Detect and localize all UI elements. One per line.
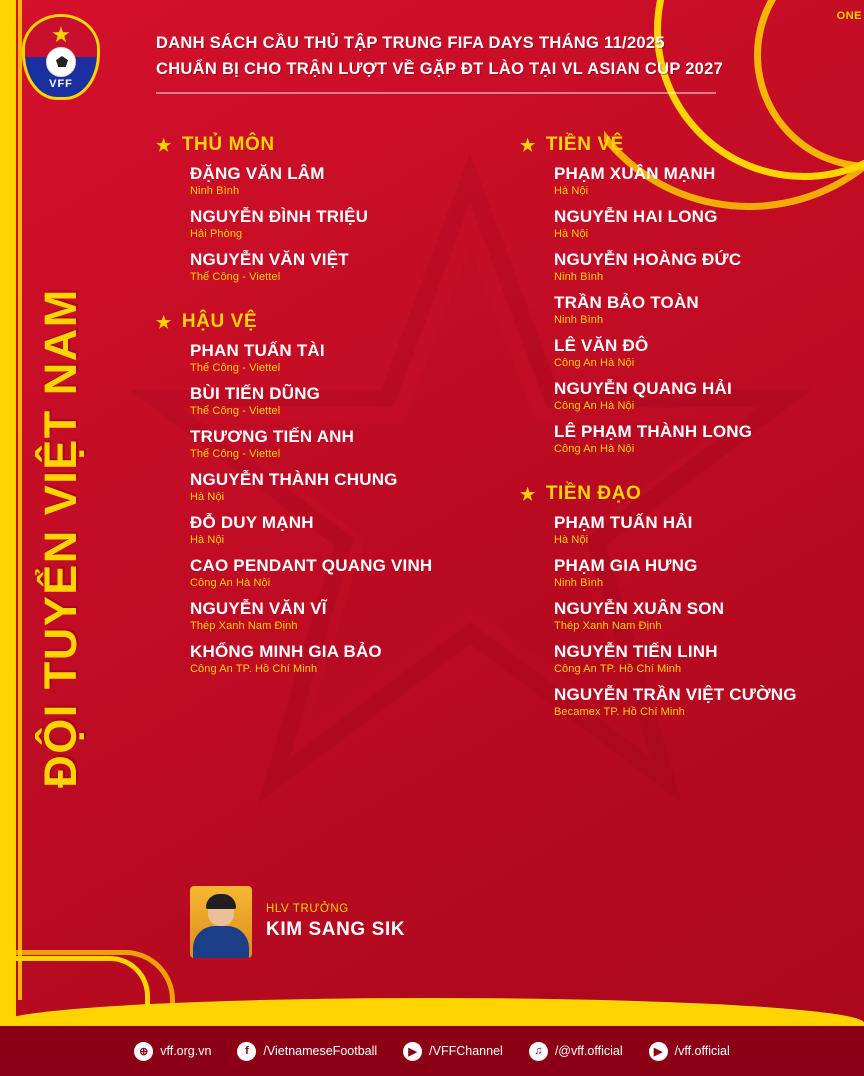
position-group-title bbox=[520, 134, 836, 156]
coach-block bbox=[190, 886, 405, 958]
player-club: Thể Công - Viettel bbox=[190, 271, 281, 283]
position-group bbox=[156, 311, 472, 677]
player-entry bbox=[156, 470, 472, 505]
column-right bbox=[520, 134, 836, 746]
player-name: NGUYỄN HOÀNG ĐỨC bbox=[554, 250, 742, 269]
player-entry bbox=[156, 513, 472, 548]
coach-name: KIM SANG SIK bbox=[266, 919, 406, 940]
footer-social-label: /VietnameseFootball bbox=[263, 1044, 378, 1058]
player-club: Hà Nội bbox=[190, 534, 225, 546]
player-name: ĐỖ DUY MẠNH bbox=[190, 513, 314, 532]
player-club: Hà Nội bbox=[554, 185, 589, 197]
player-club: Ninh Bình bbox=[554, 271, 604, 283]
player-entry bbox=[520, 336, 836, 371]
player-name: NGUYỄN TRẦN VIỆT CƯỜNG bbox=[554, 685, 797, 704]
player-name: ĐẶNG VĂN LÂM bbox=[190, 164, 325, 183]
player-entry bbox=[156, 250, 472, 285]
header-line-1: DANH SÁCH CẦU THỦ TẬP TRUNG FIFA DAYS THÁNG 11/2025 bbox=[156, 34, 665, 52]
footer-social-item[interactable] bbox=[529, 1042, 623, 1061]
star-icon: ★ bbox=[520, 135, 536, 155]
player-name: LÊ VĂN ĐÔ bbox=[554, 336, 649, 355]
player-club: Công An Hà Nội bbox=[554, 357, 635, 369]
player-entry bbox=[520, 164, 836, 199]
coach-role: HLV TRƯỞNG bbox=[266, 903, 349, 915]
globe-icon[interactable]: ⊕ bbox=[134, 1042, 153, 1061]
footer-social-item[interactable] bbox=[649, 1042, 730, 1061]
player-name: PHẠM XUÂN MẠNH bbox=[554, 164, 716, 183]
football-icon bbox=[46, 47, 76, 77]
position-group bbox=[156, 134, 472, 285]
position-group-label: HẬU VỆ bbox=[181, 311, 258, 332]
player-entry bbox=[156, 341, 472, 376]
squad-columns bbox=[156, 134, 836, 746]
player-entry bbox=[156, 384, 472, 419]
player-entry bbox=[520, 207, 836, 242]
player-name: NGUYỄN HAI LONG bbox=[554, 207, 718, 226]
column-left bbox=[156, 134, 472, 746]
player-entry bbox=[520, 379, 836, 414]
header-divider bbox=[156, 92, 716, 94]
player-club: Hải Phòng bbox=[190, 228, 243, 240]
player-club: Thép Xanh Nam Định bbox=[190, 620, 298, 632]
coach-avatar bbox=[190, 886, 252, 958]
player-club: Ninh Bình bbox=[554, 577, 604, 589]
coach-text bbox=[266, 903, 405, 941]
star-icon: ★ bbox=[51, 22, 71, 47]
position-group-label: TIỀN VỆ bbox=[545, 134, 624, 155]
player-entry bbox=[156, 427, 472, 462]
tiktok-icon[interactable]: ♫ bbox=[529, 1042, 548, 1061]
player-name: PHẠM GIA HƯNG bbox=[554, 556, 698, 575]
position-group bbox=[520, 134, 836, 457]
coach-body bbox=[193, 926, 249, 958]
player-club: Công An Hà Nội bbox=[554, 443, 635, 455]
player-entry bbox=[156, 164, 472, 199]
position-group-title bbox=[156, 311, 472, 333]
left-vertical-band bbox=[0, 0, 122, 1076]
player-name: BÙI TIẾN DŨNG bbox=[190, 384, 321, 403]
player-club: Hà Nội bbox=[554, 228, 589, 240]
player-entry bbox=[520, 685, 836, 720]
footer-social-item[interactable] bbox=[134, 1042, 211, 1061]
player-club: Công An Hà Nội bbox=[190, 577, 271, 589]
player-name: NGUYỄN VĂN VIỆT bbox=[190, 250, 349, 269]
player-entry bbox=[156, 207, 472, 242]
player-entry bbox=[520, 250, 836, 285]
player-club: Hà Nội bbox=[554, 534, 589, 546]
footer-social-label: vff.org.vn bbox=[160, 1044, 212, 1058]
player-name: NGUYỄN THÀNH CHUNG bbox=[190, 470, 398, 489]
player-entry bbox=[520, 293, 836, 328]
youtube-icon[interactable]: ▶ bbox=[403, 1042, 422, 1061]
player-entry bbox=[156, 599, 472, 634]
vertical-team-title: ĐỘI TUYỂN VIỆT NAM bbox=[35, 288, 86, 788]
player-club: Ninh Bình bbox=[190, 185, 240, 197]
player-club: Thể Công - Viettel bbox=[190, 362, 281, 374]
player-club: Thể Công - Viettel bbox=[190, 405, 281, 417]
star-icon: ★ bbox=[156, 312, 172, 332]
position-group-title bbox=[156, 134, 472, 156]
player-name: NGUYỄN ĐÌNH TRIỆU bbox=[190, 207, 369, 226]
player-name: NGUYỄN TIẾN LINH bbox=[554, 642, 718, 661]
player-name: TRẦN BẢO TOÀN bbox=[554, 293, 699, 312]
player-entry bbox=[156, 556, 472, 591]
player-name: CAO PENDANT QUANG VINH bbox=[190, 556, 433, 575]
star-icon: ★ bbox=[520, 484, 536, 504]
header bbox=[156, 30, 756, 94]
player-name: NGUYỄN XUÂN SON bbox=[554, 599, 725, 618]
band-edge-inner bbox=[18, 0, 22, 1000]
position-group-label: THỦ MÔN bbox=[181, 134, 275, 155]
footer-social-item[interactable] bbox=[237, 1042, 377, 1061]
footer-bar bbox=[0, 1026, 864, 1076]
position-group-label: TIỀN ĐẠO bbox=[545, 483, 642, 504]
vff-logo bbox=[22, 14, 100, 100]
coach-hair bbox=[206, 894, 236, 909]
facebook-icon[interactable]: f bbox=[237, 1042, 256, 1061]
logo-shield bbox=[22, 14, 100, 100]
player-club: Thép Xanh Nam Định bbox=[554, 620, 662, 632]
player-name: NGUYỄN QUANG HẢI bbox=[554, 379, 732, 398]
player-club: Công An TP. Hồ Chí Minh bbox=[190, 663, 318, 675]
player-club: Hà Nội bbox=[190, 491, 225, 503]
player-club: Công An Hà Nội bbox=[554, 400, 635, 412]
position-group bbox=[520, 483, 836, 720]
footer-social-label: /@vff.official bbox=[554, 1044, 623, 1058]
player-club: Công An TP. Hồ Chí Minh bbox=[554, 663, 682, 675]
corner-stripe-2 bbox=[0, 950, 175, 1028]
player-name: PHẠM TUẤN HẢI bbox=[554, 513, 693, 532]
player-club: Ninh Bình bbox=[554, 314, 604, 326]
player-name: TRƯƠNG TIẾN ANH bbox=[190, 427, 355, 446]
play-icon[interactable]: ▶ bbox=[649, 1042, 668, 1061]
sponsor-label: ONE bbox=[836, 10, 862, 22]
footer-social-label: /vff.official bbox=[674, 1044, 730, 1058]
player-name: LÊ PHẠM THÀNH LONG bbox=[554, 422, 753, 441]
position-group-title bbox=[520, 483, 836, 505]
player-club: Thể Công - Viettel bbox=[190, 448, 281, 460]
player-entry bbox=[520, 599, 836, 634]
player-name: PHAN TUẤN TÀI bbox=[190, 341, 325, 360]
player-entry bbox=[520, 513, 836, 548]
player-club: Becamex TP. Hồ Chí Minh bbox=[554, 706, 685, 718]
logo-label: VFF bbox=[49, 78, 73, 90]
player-entry bbox=[156, 642, 472, 677]
player-name: NGUYỄN VĂN VĨ bbox=[190, 599, 327, 618]
footer-social-label: /VFFChannel bbox=[429, 1044, 503, 1058]
player-entry bbox=[520, 422, 836, 457]
player-entry bbox=[520, 556, 836, 591]
star-icon: ★ bbox=[156, 135, 172, 155]
player-entry bbox=[520, 642, 836, 677]
player-name: KHỔNG MINH GIA BẢO bbox=[190, 642, 382, 661]
footer-social-item[interactable] bbox=[403, 1042, 503, 1061]
band-edge-outer bbox=[0, 0, 16, 1076]
header-line-2: CHUẨN BỊ CHO TRẬN LƯỢT VỀ GẶP ĐT LÀO TẠI VL ASIAN CUP 2027 bbox=[156, 60, 724, 78]
